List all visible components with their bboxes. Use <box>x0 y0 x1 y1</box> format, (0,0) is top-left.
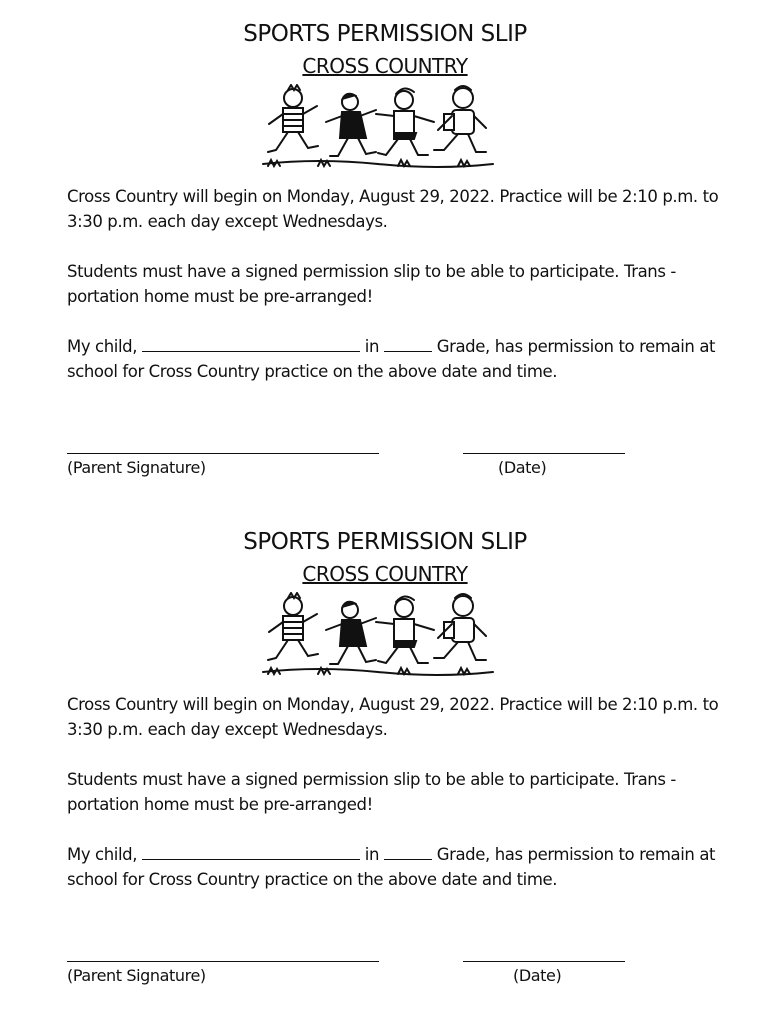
practice-info-paragraph: Cross Country will begin on Monday, August 29, 2022. Practice will be 2:10 p.m. to 3:30 p.m. each day except Wednesdays. <box>67 695 719 739</box>
grade-blank[interactable] <box>384 337 432 352</box>
date-line[interactable] <box>463 453 625 454</box>
slip-title: SPORTS PERMISSION SLIP <box>243 529 527 555</box>
date-label: (Date) <box>498 458 547 477</box>
running-children-illustration <box>258 84 498 172</box>
child-name-blank[interactable] <box>142 845 360 860</box>
slip-title: SPORTS PERMISSION SLIP <box>243 21 527 47</box>
transportation-paragraph: Students must have a signed permission slip to be able to participate. Trans - portation home must be pre-arranged! <box>67 262 676 306</box>
permission-text-middle: in <box>359 337 384 356</box>
slip-subtitle: CROSS COUNTRY <box>302 562 468 586</box>
practice-info-paragraph: Cross Country will begin on Monday, August 29, 2022. Practice will be 2:10 p.m. to 3:30 p.m. each day except Wednesdays. <box>67 187 719 231</box>
permission-text-middle: in <box>359 845 384 864</box>
running-children-illustration <box>258 592 498 680</box>
parent-signature-line[interactable] <box>67 961 379 962</box>
slip-subtitle: CROSS COUNTRY <box>302 54 468 78</box>
permission-text-start: My child, <box>67 337 142 356</box>
date-label: (Date) <box>513 966 562 985</box>
permission-statement <box>67 334 732 384</box>
permission-statement <box>67 842 732 892</box>
child-name-blank[interactable] <box>142 337 360 352</box>
permission-slip <box>0 508 770 1020</box>
parent-signature-label: (Parent Signature) <box>67 966 206 985</box>
permission-text-end: Grade, has permission to remain at school for Cross Country practice on the above date and time. <box>67 845 716 889</box>
transportation-paragraph: Students must have a signed permission slip to be able to participate. Trans - portation home must be pre-arranged! <box>67 770 676 814</box>
grade-blank[interactable] <box>384 845 432 860</box>
permission-text-end: Grade, has permission to remain at school for Cross Country practice on the above date and time. <box>67 337 716 381</box>
parent-signature-line[interactable] <box>67 453 379 454</box>
date-line[interactable] <box>463 961 625 962</box>
permission-text-start: My child, <box>67 845 142 864</box>
parent-signature-label: (Parent Signature) <box>67 458 206 477</box>
